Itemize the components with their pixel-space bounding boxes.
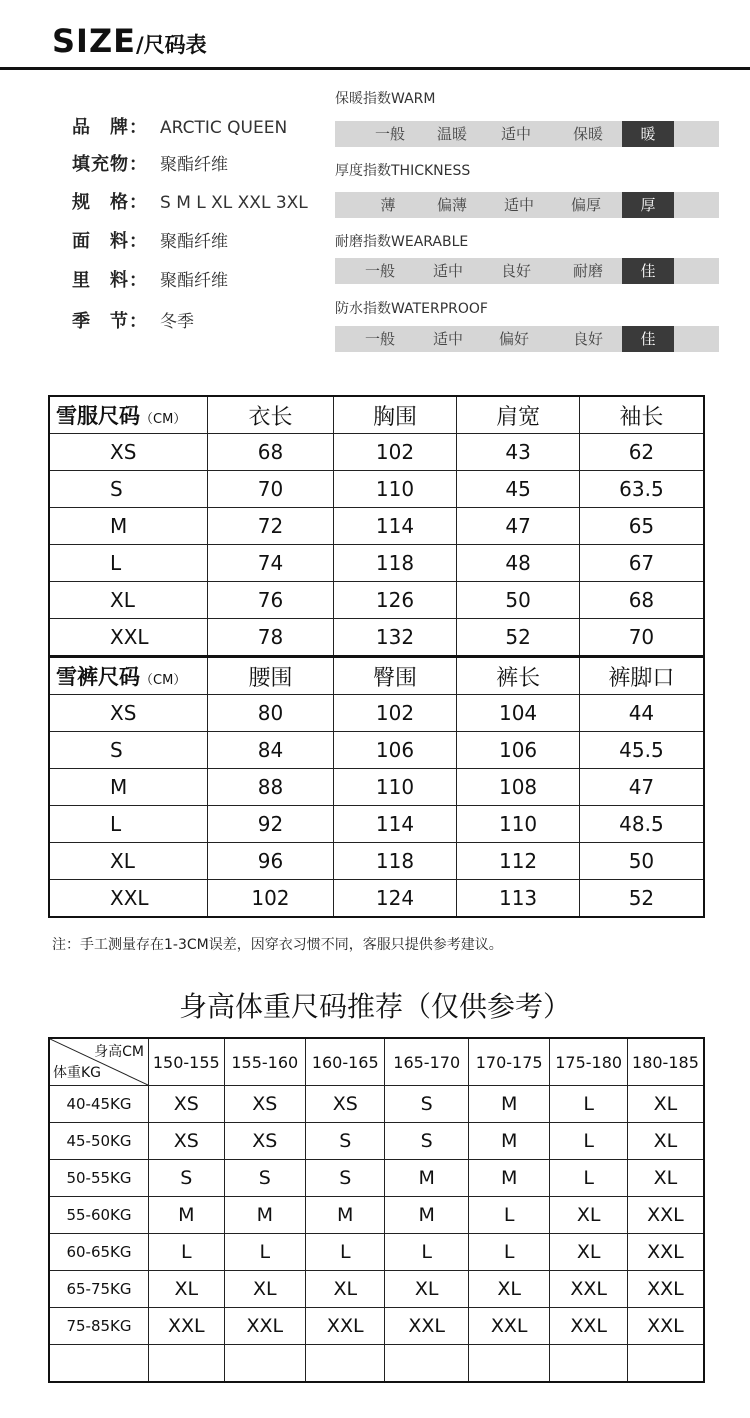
index-item: 温暖 bbox=[436, 125, 467, 143]
pants-header-row bbox=[49, 657, 704, 695]
index-item: 适中 bbox=[432, 330, 463, 348]
height-axis-label: 身高CM bbox=[94, 1044, 144, 1060]
height-header: 165-170 bbox=[385, 1038, 468, 1086]
column-header: 肩宽 bbox=[457, 396, 580, 434]
table-row: XXL 102 124 113 52 bbox=[49, 880, 704, 918]
index-item: 适中 bbox=[432, 262, 463, 280]
column-header: 裤长 bbox=[457, 657, 580, 695]
table-row: S 70 110 45 63.5 bbox=[49, 471, 704, 508]
jacket-header-row bbox=[49, 396, 704, 434]
recommend-table bbox=[48, 1037, 705, 1383]
index-item: 一般 bbox=[364, 262, 395, 280]
index-item-selected: 佳 bbox=[622, 258, 674, 284]
index-bar-warm bbox=[335, 121, 719, 147]
index-bar-waterproof bbox=[335, 326, 719, 352]
index-item: 良好 bbox=[500, 262, 531, 280]
table-row-empty bbox=[49, 1345, 704, 1383]
table-row: M 72 114 47 65 bbox=[49, 508, 704, 545]
table-row: 60-65KG L L L L L XL XXL bbox=[49, 1234, 704, 1271]
title-cn: /尺码表 bbox=[136, 33, 207, 57]
index-item: 适中 bbox=[500, 125, 531, 143]
height-header: 170-175 bbox=[468, 1038, 549, 1086]
title-en: SIZE bbox=[52, 22, 137, 60]
height-header: 175-180 bbox=[550, 1038, 628, 1086]
spec-brand: 品 牌： ARCTIC QUEEN bbox=[72, 117, 288, 138]
index-item: 偏厚 bbox=[570, 196, 601, 214]
column-header: 臀围 bbox=[333, 657, 457, 695]
column-header: 裤脚口 bbox=[579, 657, 704, 695]
height-header: 150-155 bbox=[149, 1038, 225, 1086]
jacket-table-title: 雪服尺码（CM） bbox=[49, 396, 208, 434]
table-row: L 74 118 48 67 bbox=[49, 545, 704, 582]
title-divider bbox=[0, 67, 750, 70]
index-item: 保暖 bbox=[572, 125, 603, 143]
measurement-note: 注：手工测量存在1-3CM误差，因穿衣习惯不同，客服只提供参考建议。 bbox=[52, 937, 503, 953]
table-row: XS 68 102 43 62 bbox=[49, 434, 704, 471]
index-item-selected: 佳 bbox=[622, 326, 674, 352]
pants-table-title: 雪裤尺码（CM） bbox=[49, 657, 208, 695]
table-row: 75-85KG XXL XXL XXL XXL XXL XXL XXL bbox=[49, 1308, 704, 1345]
index-item: 一般 bbox=[374, 125, 405, 143]
index-item: 偏好 bbox=[498, 330, 529, 348]
column-header: 衣长 bbox=[208, 396, 334, 434]
spec-sizes: 规 格： S M L XL XXL 3XL bbox=[72, 192, 308, 213]
index-title-warm: 保暖指数WARM bbox=[335, 91, 436, 107]
weight-axis-label: 体重KG bbox=[53, 1065, 102, 1081]
index-bar-thickness bbox=[335, 192, 719, 218]
size-table bbox=[48, 395, 705, 918]
column-header: 腰围 bbox=[208, 657, 334, 695]
table-row: 45-50KG XS XS S S M L XL bbox=[49, 1123, 704, 1160]
table-row: S 84 106 106 45.5 bbox=[49, 732, 704, 769]
table-row: L 92 114 110 48.5 bbox=[49, 806, 704, 843]
table-row: XL 76 126 50 68 bbox=[49, 582, 704, 619]
index-bar-wearable bbox=[335, 258, 719, 284]
recommend-title: 身高体重尺码推荐（仅供参考） bbox=[178, 990, 571, 1023]
spec-filling: 填充物： 聚酯纤维 bbox=[72, 154, 228, 175]
corner-cell bbox=[49, 1038, 149, 1086]
index-title-thickness: 厚度指数THICKNESS bbox=[335, 163, 471, 179]
spec-lining: 里 料： 聚酯纤维 bbox=[72, 270, 228, 291]
index-item: 偏薄 bbox=[436, 196, 467, 214]
index-item: 适中 bbox=[503, 196, 534, 214]
index-item: 耐磨 bbox=[572, 262, 603, 280]
index-item: 良好 bbox=[572, 330, 603, 348]
table-row: XS 80 102 104 44 bbox=[49, 695, 704, 732]
height-header: 155-160 bbox=[224, 1038, 305, 1086]
column-header: 袖长 bbox=[579, 396, 704, 434]
table-row: 65-75KG XL XL XL XL XL XXL XXL bbox=[49, 1271, 704, 1308]
height-header: 160-165 bbox=[306, 1038, 385, 1086]
index-item-selected: 暖 bbox=[622, 121, 674, 147]
index-item: 薄 bbox=[380, 196, 396, 214]
index-item: 一般 bbox=[364, 330, 395, 348]
table-row: XXL 78 132 52 70 bbox=[49, 619, 704, 657]
table-row: M 88 110 108 47 bbox=[49, 769, 704, 806]
spec-fabric: 面 料： 聚酯纤维 bbox=[72, 231, 228, 252]
index-title-waterproof: 防水指数WATERPROOF bbox=[335, 301, 488, 317]
table-row: 50-55KG S S S M M L XL bbox=[49, 1160, 704, 1197]
column-header: 胸围 bbox=[333, 396, 457, 434]
spec-season: 季 节： 冬季 bbox=[72, 311, 194, 332]
table-row: XL 96 118 112 50 bbox=[49, 843, 704, 880]
index-item-selected: 厚 bbox=[622, 192, 674, 218]
table-row: 40-45KG XS XS XS S M L XL bbox=[49, 1086, 704, 1123]
height-header-row bbox=[49, 1038, 704, 1086]
index-title-wearable: 耐磨指数WEARABLE bbox=[335, 234, 469, 250]
height-header: 180-185 bbox=[627, 1038, 704, 1086]
page-title bbox=[52, 22, 207, 62]
table-row: 55-60KG M M M M L XL XXL bbox=[49, 1197, 704, 1234]
